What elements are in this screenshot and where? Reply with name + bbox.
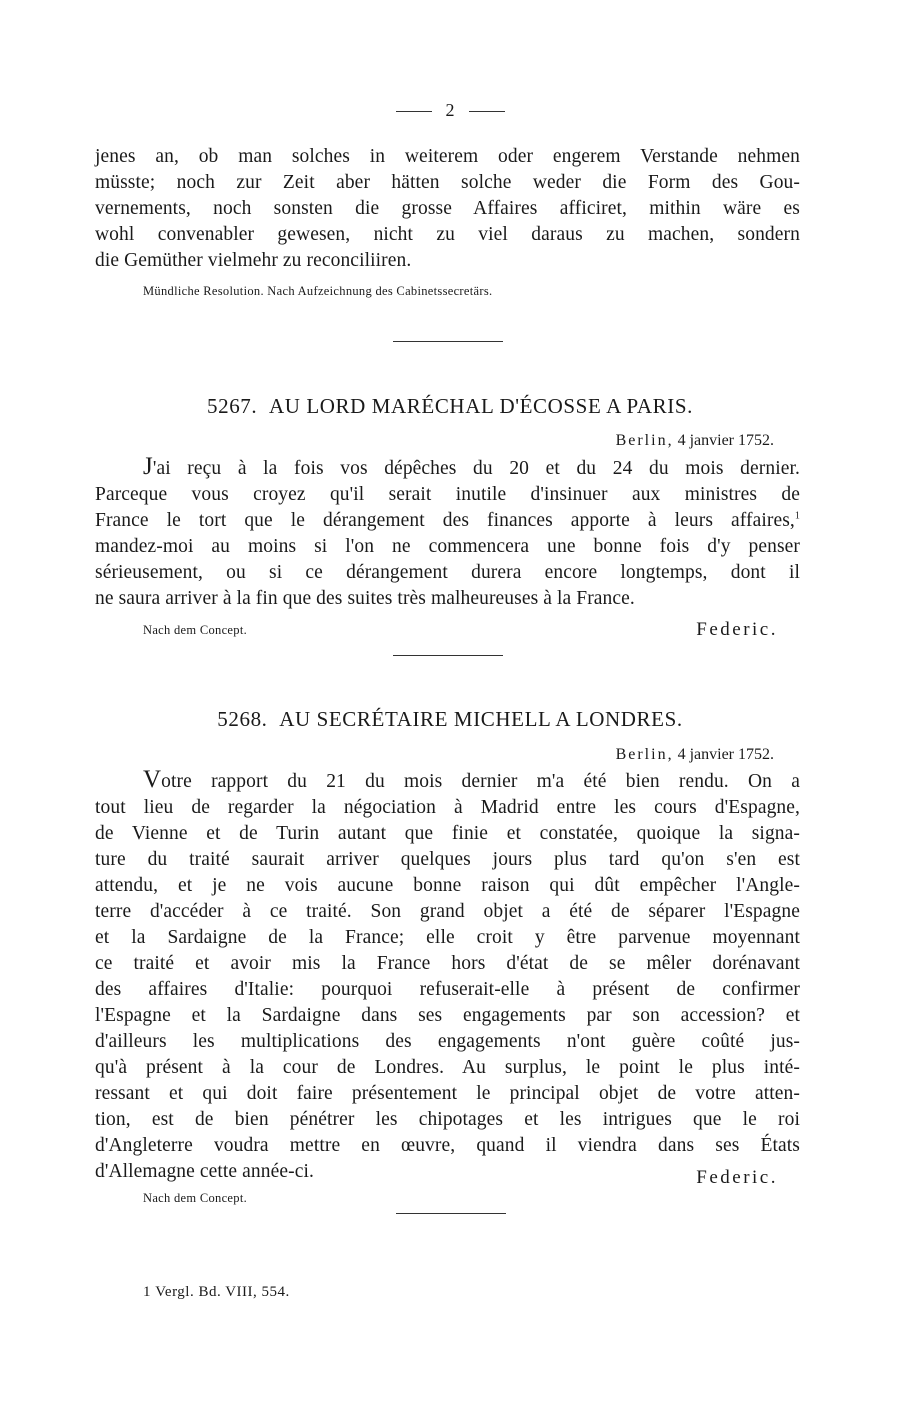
dateline-place: Berlin, — [615, 746, 674, 763]
letter-5267-line: sérieusement, ou si ce dérangement durera encore longtemps, dont il — [95, 562, 800, 583]
footnote — [143, 1284, 290, 1301]
letter-5267-source: Nach dem Concept. — [143, 623, 248, 637]
letter-5267-line: mandez-moi au moins si l'on ne commencera une bonne fois d'y penser — [95, 536, 800, 557]
header-dash-right — [469, 111, 505, 112]
intro-line: vernements, noch sonsten die grosse Affaires afficiret, mithin wäre es — [95, 198, 800, 219]
intro-line: wohl convenabler gewesen, nicht zu viel daraus zu machen, sondern — [95, 224, 800, 245]
letter-5268-line: d'Angleterre voudra mettre en œuvre, quand il viendra dans ses États — [95, 1135, 800, 1156]
page-header — [0, 100, 900, 121]
header-dash-left — [396, 111, 432, 112]
letter-5268-line: tion, est de bien pénétrer les chipotages et les intrigues que le roi — [95, 1109, 800, 1130]
letter-5268-source: Nach dem Concept. — [143, 1191, 248, 1205]
letter-5267-title — [0, 392, 900, 420]
footnote-marker: 1 — [143, 1284, 151, 1300]
letter-5268-line: l'Espagne et la Sardaigne dans ses engagements par son accession? et — [95, 1005, 800, 1026]
letter-5268-line: ressant et qui doit faire présentement le principal objet de votre atten- — [95, 1083, 800, 1104]
letter-5267-line — [143, 453, 800, 482]
letter-5268-line — [143, 766, 800, 795]
footnote-ref: 1 — [794, 510, 800, 522]
section-divider — [393, 341, 503, 342]
letter-number: 5268. — [217, 707, 268, 731]
letter-5268-line: tout lieu de regarder la négociation à Madrid entre les cours d'Espagne, — [95, 797, 800, 818]
letter-5268-line: ce traité et avoir mis la France hors d'état de se mêler dorénavant — [95, 953, 800, 974]
letter-5268-line: d'ailleurs les multiplications des engagements n'ont guère coûté jus- — [95, 1031, 800, 1052]
letter-5267-line: ne saura arriver à la fin que des suites très malheureuses à la France. — [95, 588, 635, 609]
drop-cap: V — [143, 766, 162, 793]
letter-number: 5267. — [207, 394, 258, 418]
intro-line: jenes an, ob man solches in weiterem oder engerem Verstande nehmen — [95, 146, 800, 167]
letter-5268-line: attendu, et je ne vois aucune bonne raison qui dût empêcher l'Angle- — [95, 875, 800, 896]
letter-5268-line: et la Sardaigne de la France; elle croit y être parvenue moyennant — [95, 927, 800, 948]
drop-cap: J — [143, 453, 153, 480]
letter-heading: AU SECRÉTAIRE MICHELL A LONDRES. — [279, 707, 683, 731]
dateline-date: 4 janvier 1752. — [677, 746, 774, 763]
footnote-text: Vergl. Bd. VIII, 554. — [155, 1284, 290, 1300]
page-number: 2 — [445, 100, 455, 120]
letter-5268-title — [0, 705, 900, 733]
letter-5268-line: terre d'accéder à ce traité. Son grand objet a été de séparer l'Espagne — [95, 901, 800, 922]
letter-5268-line: qu'à présent à la cour de Londres. Au surplus, le point le plus inté- — [95, 1057, 800, 1078]
intro-line: müsste; noch zur Zeit aber hätten solche weder die Form des Gou- — [95, 172, 800, 193]
letter-5267-line — [95, 508, 800, 534]
letter-5268-dateline — [616, 745, 774, 765]
section-divider — [393, 655, 503, 656]
letter-5268-line: des affaires d'Italie: pourquoi refuserait-elle à présent de confirmer — [95, 979, 800, 1000]
section-divider — [396, 1213, 506, 1214]
letter-5268-signature: Federic. — [696, 1167, 778, 1188]
letter-5268-line: ture du traité saurait arriver quelques jours plus tard qu'on s'en est — [95, 849, 800, 870]
line-text: otre rapport du 21 du mois dernier m'a été bien rendu. On a — [161, 771, 800, 792]
letter-5267-dateline — [616, 431, 774, 451]
line-text: France le tort que le dérangement des finances apporte à leurs affaires, — [95, 510, 795, 531]
letter-5267-signature: Federic. — [696, 619, 778, 640]
dateline-date: 4 janvier 1752. — [677, 432, 774, 449]
dateline-place: Berlin, — [615, 432, 674, 449]
intro-line: die Gemüther vielmehr zu reconciliiren. — [95, 250, 412, 271]
letter-5268-line: de Vienne et de Turin autant que finie et constatée, quoique la signa- — [95, 823, 800, 844]
letter-5268-line: d'Allemagne cette année-ci. — [95, 1161, 314, 1182]
intro-source-note: Mündliche Resolution. Nach Aufzeichnung des Cabinetssecretärs. — [143, 284, 493, 298]
letter-5267-line: Parceque vous croyez qu'il serait inutile d'insinuer aux ministres de — [95, 484, 800, 505]
line-text: 'ai reçu à la fois vos dépêches du 20 et du 24 du mois dernier. — [152, 458, 800, 479]
letter-heading: AU LORD MARÉCHAL D'ÉCOSSE A PARIS. — [268, 394, 693, 418]
